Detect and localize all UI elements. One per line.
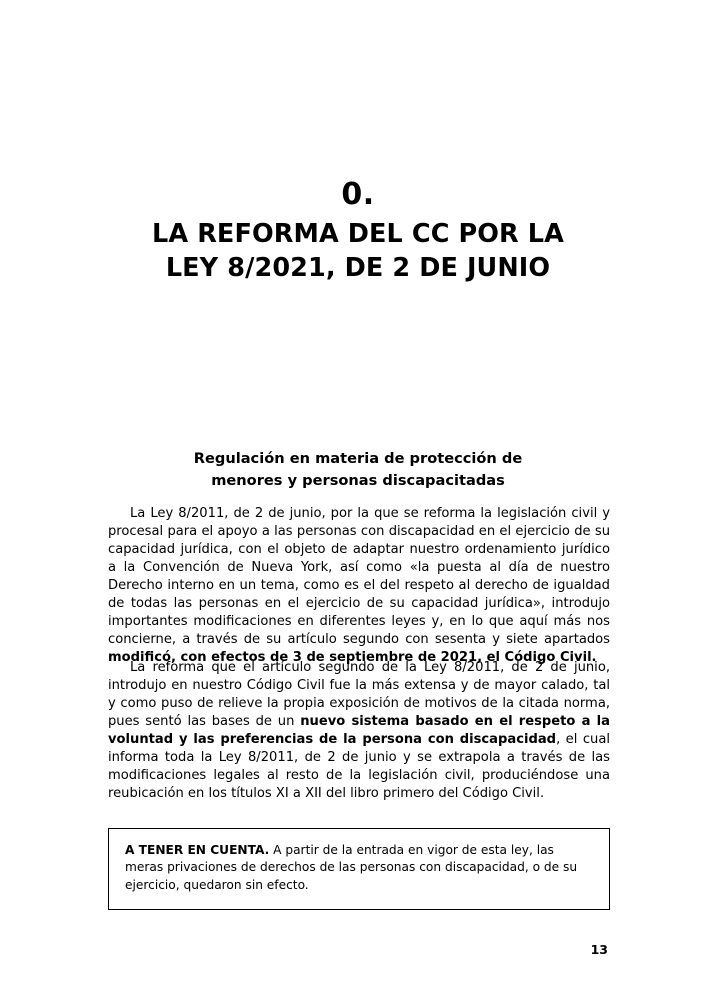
notice-label: A TENER EN CUENTA.: [125, 843, 270, 857]
section-heading: [108, 448, 608, 492]
chapter-number: 0.: [341, 177, 375, 212]
paragraph-2-text-end: , el cual informa toda la Ley 8/2011, de 2 de junio y se extrapola a través de las modificaciones legales al resto de la legislación civil, produciéndose una reubicación en los títulos XI a XII del libro primero del Código Civil.: [108, 731, 610, 801]
section-heading-line-1: Regulación en materia de protección de: [193, 450, 523, 467]
page-number: 13: [590, 942, 608, 957]
notice-box: [108, 828, 610, 910]
chapter-title-line-1: LA REFORMA DEL CC POR LA: [152, 219, 564, 249]
paragraph-2-emphasis: nuevo sistema basado en el respeto a la voluntad y las preferencias de la persona con discapacidad: [108, 713, 610, 747]
notice-text: A partir de la entrada en vigor de esta ley, las meras privaciones de derechos de las personas con discapacidad, o de su ejercicio, quedaron sin efecto.: [125, 843, 578, 892]
paragraph-2-text-start: La reforma que el artículo segundo de la Ley 8/2011, de 2 de junio, introdujo en nuestro Código Civil fue la más extensa y de mayor calado, tal y como puso de relieve la propia exposición de motivos de la citada norma, pues sentó las bases de un: [108, 660, 610, 729]
body-paragraph-2: [108, 659, 610, 803]
body-paragraph-1: [108, 505, 610, 666]
section-heading-line-2: menores y personas discapacitadas: [211, 472, 505, 490]
chapter-title-line-2: LEY 8/2021, DE 2 DE JUNIO: [165, 252, 551, 283]
chapter-title: [108, 218, 608, 285]
paragraph-1-text: La Ley 8/2011, de 2 de junio, por la que se reforma la legislación civil y procesal para el apoyo a las personas con discapacidad en el ejercicio de su capacidad jurídica, con el objeto de adaptar nuestro ordenamiento jurídico a la Convención de Nueva York, así como «la puesta al día de nuestro Derecho interno en un tema, como es el del respeto al derecho de igualdad de todas las personas en el ejercicio de su capacidad jurídica», introdujo importantes modificaciones en diferentes leyes y, en lo que aquí más nos concierne, a través de su artículo segundo con sesenta y siete apartados: [108, 506, 610, 647]
paragraph-1-emphasis: modificó, con efectos de 3 de septiembre de 2021, el Código Civil.: [108, 649, 597, 665]
